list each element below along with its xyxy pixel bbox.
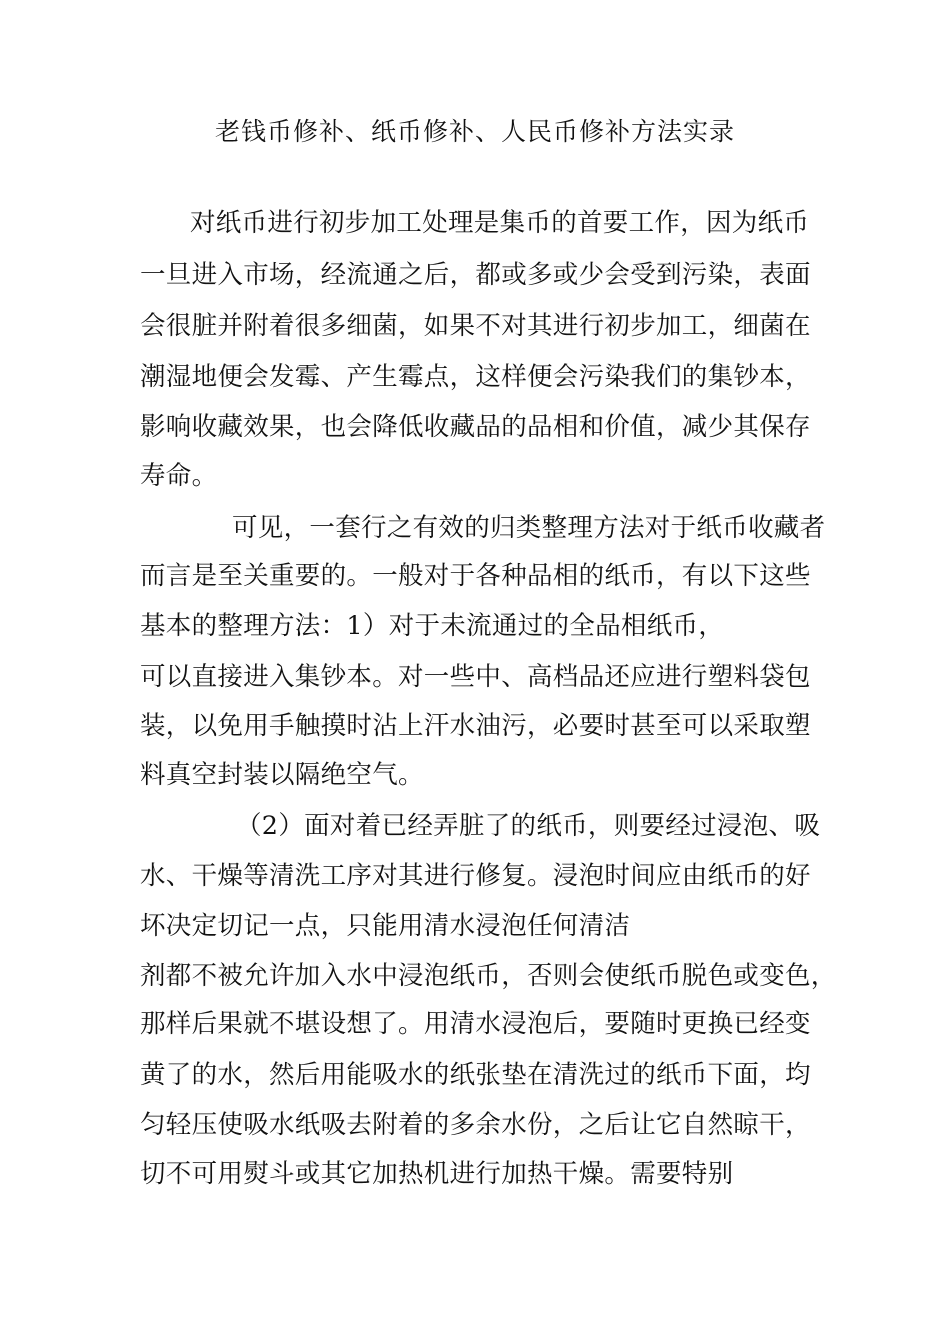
text-line: 剂都不被允许加入水中浸泡纸币，否则会使纸币脱色或变色， [140, 961, 837, 991]
text-line: 会很脏并附着很多细菌，如果不对其进行初步加工，细菌在 [140, 311, 811, 341]
text-line: 料真空封装以隔绝空气。 [140, 760, 424, 790]
text-line: 基本的整理方法：1）对于未流通过的全品相纸币， [140, 611, 725, 641]
text-line: 水、干燥等清洗工序对其进行修复。浸泡时间应由纸币的好 [140, 861, 811, 891]
text-line: （2）面对着已经弄脏了的纸币，则要经过浸泡、吸 [236, 811, 821, 841]
text-line: 影响收藏效果，也会降低收藏品的品相和价值，减少其保存 [140, 412, 811, 442]
text-line: 可以直接进入集钞本。对一些中、高档品还应进行塑料袋包 [140, 662, 811, 692]
text-line: 黄了的水，然后用能吸水的纸张垫在清洗过的纸币下面，均 [140, 1060, 811, 1090]
text-line: 那样后果就不堪设想了。用清水浸泡后，要随时更换已经变 [140, 1009, 811, 1039]
text-line: 匀轻压使吸水纸吸去附着的多余水份，之后让它自然晾干， [140, 1110, 811, 1140]
text-line: 寿命。 [140, 461, 218, 491]
text-line: 一旦进入市场，经流通之后，都或多或少会受到污染，表面 [140, 260, 811, 290]
text-line: 切不可用熨斗或其它加热机进行加热干燥。需要特别 [140, 1159, 734, 1189]
text-line: 潮湿地便会发霉、产生霉点，这样便会污染我们的集钞本， [140, 362, 811, 392]
text-line: 而言是至关重要的。一般对于各种品相的纸币，有以下这些 [140, 561, 811, 591]
text-line: 对纸币进行初步加工处理是集币的首要工作，因为纸币 [190, 208, 810, 238]
page-title: 老钱币修补、纸币修补、人民币修补方法实录 [214, 117, 735, 146]
text-line: 可见，一套行之有效的归类整理方法对于纸币收藏者 [232, 513, 826, 543]
text-line: 坏决定切记一点，只能用清水浸泡任何清洁 [140, 911, 631, 941]
text-line: 装，以免用手触摸时沾上汗水油污，必要时甚至可以采取塑 [140, 711, 811, 741]
